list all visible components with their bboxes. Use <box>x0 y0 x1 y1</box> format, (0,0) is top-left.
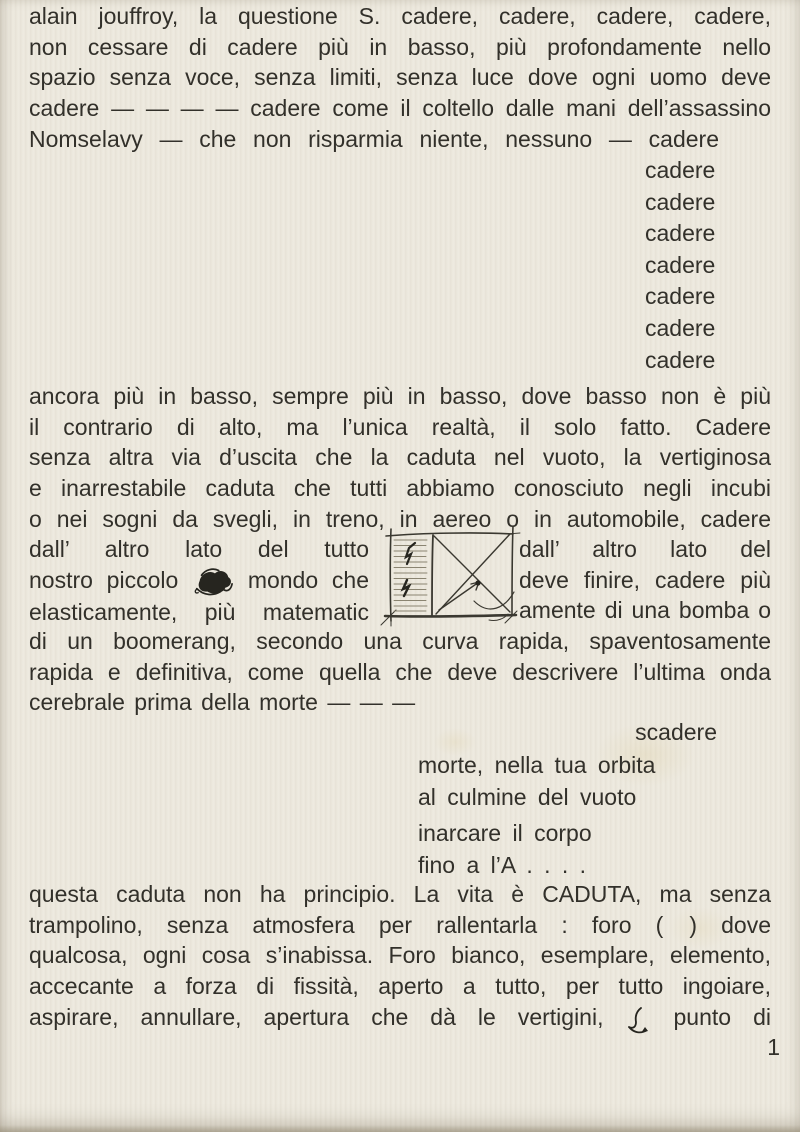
page-number <box>700 1032 780 1063</box>
text-line: non cessare di cadere più in basso, più profondamente nello <box>29 33 771 60</box>
text-line: elasticamente, più matematic <box>29 598 369 625</box>
text-line: cadere <box>645 220 716 247</box>
text-line: morte, nella tua orbita <box>418 752 656 778</box>
text-line: cadere — — — — cadere come il coltello dalle mani dell’assassino <box>29 95 771 122</box>
text-line: cadere <box>645 251 716 278</box>
hook-mark-figure <box>626 1006 652 1036</box>
text-line: alain jouffroy, la questione S. cadere, cadere, cadere, cadere, <box>29 3 771 29</box>
text-line: cadere <box>645 314 716 341</box>
text-fragment: trampolino, senza atmosfera per rallentarla : foro ( <box>29 911 664 938</box>
paragraph-2-tail <box>29 626 771 718</box>
text-line: spazio senza voce, senza limiti, senza luce dove ogni uomo deve <box>29 64 771 91</box>
text-line: cerebrale prima della morte — — — <box>29 689 416 716</box>
text-line: o nei sogni da svegli, in treno, in aereo o in automobile, cadere <box>29 505 771 532</box>
text-line: dall’ altro lato del <box>519 536 771 562</box>
text-line: al culmine del vuoto <box>418 783 637 810</box>
wrap-left-column <box>29 534 369 627</box>
paragraph-1 <box>29 1 771 155</box>
paragraph-3 <box>29 879 771 1036</box>
sketch-arrow-blob <box>475 580 480 585</box>
text-line: deve finire, cadere più <box>519 566 771 593</box>
text-line: il contrario di alto, ma l’unica realtà, il solo fatto. Cadere <box>29 413 771 440</box>
text-line <box>29 1002 771 1036</box>
poem-scadere <box>420 717 717 748</box>
paragraph-2 <box>29 381 771 535</box>
text-line: cadere <box>645 346 716 373</box>
text-line: rapida e definitiva, come quella che deve descrivere l’ultima onda <box>29 658 771 685</box>
text-fragment: aspirare, annullare, apertura che dà le vertigini, <box>29 1003 604 1030</box>
wrap-right-column <box>519 534 771 626</box>
text-line: cadere <box>645 157 716 183</box>
text-line: questa caduta non ha principio. La vita è CADUTA, ma senza <box>29 881 771 907</box>
text-line: di un boomerang, secondo una curva rapida, spaventosamente <box>29 628 771 654</box>
text-line: ancora più in basso, sempre più in basso, dove basso non è più <box>29 383 771 409</box>
text-line: cadere <box>645 188 716 215</box>
text-line: scadere <box>635 719 717 745</box>
text-line: fino a l’A . . . . <box>418 851 587 878</box>
scan-bottom-edge <box>0 1125 800 1132</box>
text-line: amente di una bomba o <box>519 597 771 624</box>
door-sketch-figure <box>377 524 521 628</box>
text-fragment: mondo che <box>247 566 369 593</box>
text-line: inarcare il corpo <box>418 820 592 846</box>
text-line <box>29 565 369 597</box>
ink-scribble-figure <box>192 565 234 597</box>
text-fragment: nostro piccolo <box>29 566 179 593</box>
text-fragment: ) dove <box>689 911 771 938</box>
cadere-column <box>645 155 765 376</box>
text-line: senza altra via d’uscita che la caduta nel vuoto, la vertiginosa <box>29 444 771 471</box>
page-number-value: 1 <box>767 1034 780 1060</box>
text-line: cadere <box>645 283 716 310</box>
poem-block <box>418 750 758 881</box>
text-line: dall’ altro lato del tutto <box>29 536 369 562</box>
text-line: e inarrestabile caduta che tutti abbiamo conosciuto negli incubi <box>29 475 771 502</box>
text-line: qualcosa, ogni cosa s’inabissa. Foro bianco, esemplare, elemento, <box>29 942 771 969</box>
text-line: Nomselavy — che non risparmia niente, nessuno — cadere <box>29 125 719 152</box>
text-fragment: punto di <box>673 1003 771 1030</box>
text-line: accecante a forza di fissità, aperto a tutto, per tutto ingoiare, <box>29 973 771 1000</box>
text-line <box>29 910 771 941</box>
